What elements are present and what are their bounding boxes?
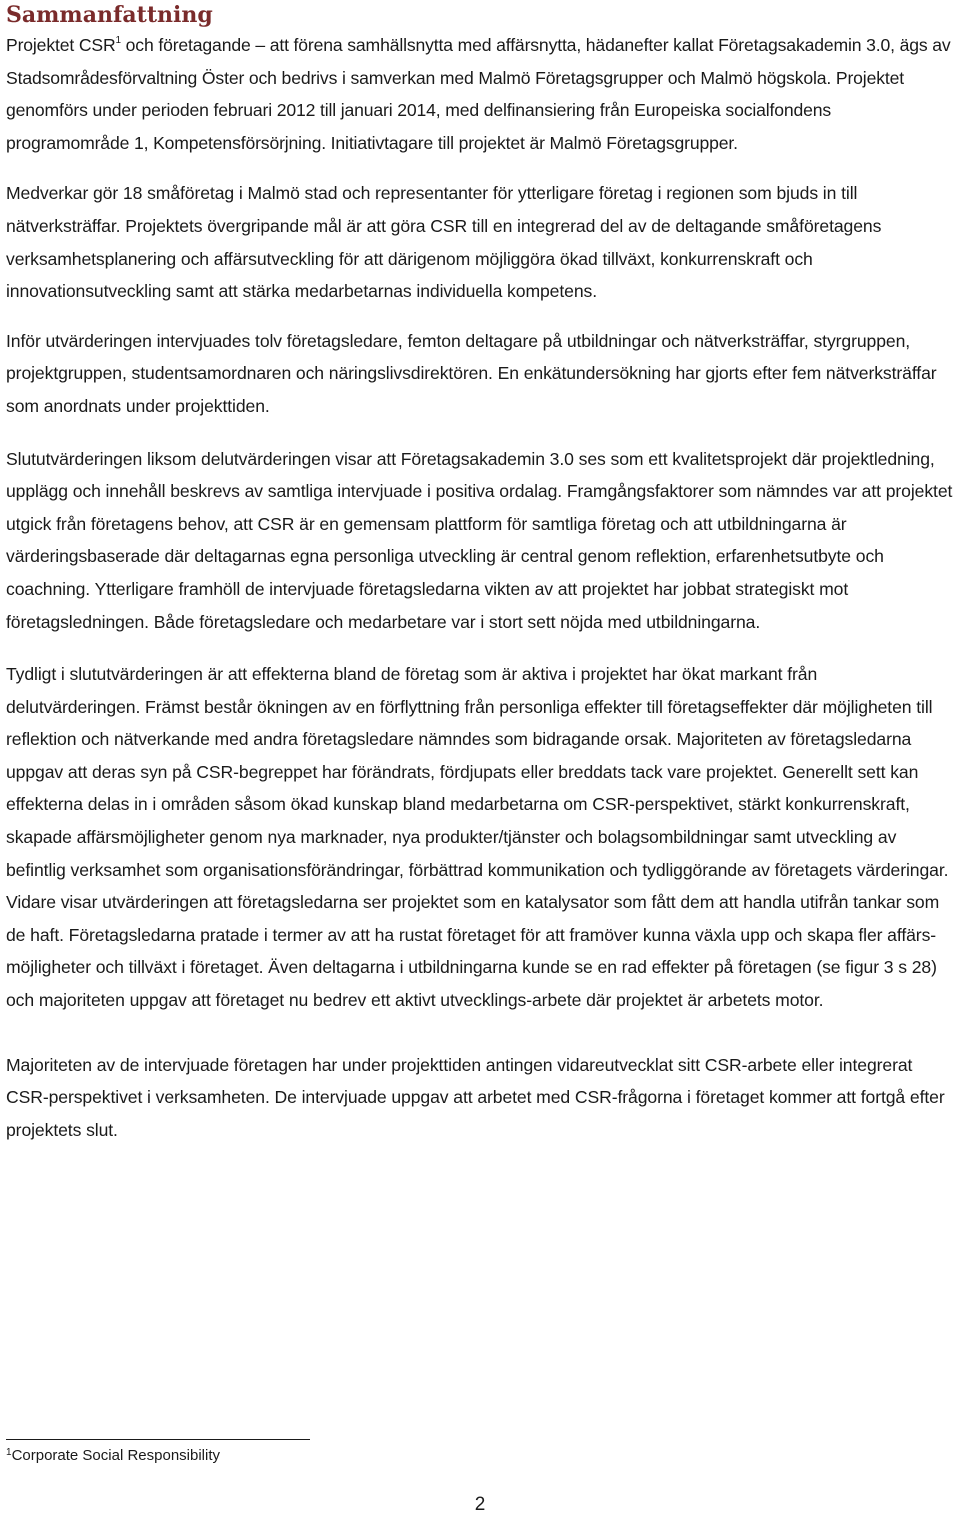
paragraph-evaluation: Slututvärderingen liksom delutvärderingen visar att Företagsakademin 3.0 ses som ett kvalitetsprojekt där projektledning, upplägg och innehåll beskrevs av samtliga intervjuade i positiva ordalag. Framgångsfaktorer som nämndes var att projektet utgick från företagens behov, att CSR är en gemensam plattform för samtliga företag och att utbildningarna är värderingsbaserade där deltagarnas egna personliga utveckling är central genom reflektion, erfarenhetsutbyte och coachning. Ytterligare framhöll de intervjuade företagsledarna vikten av att projektet har jobbat strategiskt mot företagsledningen. Både företagsledare och medarbetare var i stort sett nöjda med utbildningarna.: [6, 448, 953, 632]
footnote-reference: 1: [115, 35, 121, 46]
paragraph-conclusion: Majoriteten av de intervjuade företagen har under projekttiden antingen vidareutvecklat sitt CSR-arbete eller integrerat CSR-perspektivet i verksamheten. De intervjuade uppgav att arbetet med CSR-frågorna i företaget kommer att fortgå efter projektets slut.: [6, 1054, 945, 1140]
paragraph-method: Inför utvärderingen intervjuades tolv företagsledare, femton deltagare på utbildningar och nätverksträffar, styrgruppen, projektgruppen, studentsamordnaren och näringslivsdirektören. En enkätundersökning har gjorts efter fem nätverksträffar som anordnats under projekttiden.: [6, 330, 937, 416]
paragraph-intro-text-start: Projektet CSR: [6, 35, 116, 55]
footnote-marker: 1: [6, 1447, 12, 1458]
section-heading: Sammanfattning: [6, 2, 213, 28]
page-number: 2: [474, 1494, 486, 1515]
paragraph-participants: Medverkar gör 18 småföretag i Malmö stad och representanter för ytterligare företag i regionen som bjuds in till nätverksträffar. Projektets övergripande mål är att göra CSR till en integrerad del av de deltagande småföretagens verksamhetsplanering och affärsutveckling för att därigenom möjliggöra ökad tillväxt, konkurrenskraft och innovationsutveckling samt att stärka medarbetarnas individuella kompetens.: [6, 183, 882, 302]
footnote: [6, 1446, 220, 1466]
footnote-separator: [6, 1439, 310, 1440]
footnote-text: Corporate Social Responsibility: [11, 1447, 220, 1464]
paragraph-intro-text-rest: och företagande – att förena samhällsnytta med affärsnytta, hädanefter kallat Företagsakademin 3.0, ägs av Stadsområdesförvaltning Öster och bedrivs i samverkan med Malmö Företagsgrupper och Malmö högskola. Projektet genomförs under perioden februari 2012 till januari 2014, med delfinansiering från Europeiska socialfondens programområde 1, Kompetensförsörjning. Initiativtagare till projektet är Malmö Företagsgrupper.: [6, 35, 951, 153]
paragraph-intro: [6, 29, 956, 159]
document-page: [6, 0, 956, 1146]
paragraph-effects: Tydligt i slututvärderingen är att effekterna bland de företag som är aktiva i projektet har ökat markant från delutvärderingen. Främst består ökningen av en förflyttning från personliga effekter till företagseffekter där möjligheten till reflektion och nätverkande med andra företagsledare nämndes som bidragande orsak. Majoriteten av företagsledarna uppgav att deras syn på CSR-begreppet har förändrats, fördjupats eller breddats tack vare projektet. Generellt sett kan effekterna delas in i områden såsom ökad kunskap bland medarbetarna om CSR-perspektivet, stärkt konkurrenskraft, skapade affärsmöjligheter genom nya marknader, nya produkter/tjänster och bolagsombildningar samt utveckling av befintlig verksamhet som organisationsförändringar, förbättrad kommunikation och tydliggörande av företagets värderingar. Vidare visar utvärderingen att företagsledarna ser projektet som en katalysator som fått dem att handla utifrån tankar som de haft. Företagsledarna pratade i termer av att ha rustat företaget för att framöver kunna växla upp och skapa fler affärs-möjligheter och tillväxt i företaget. Även deltagarna i utbildningarna kunde se en rad effekter på företagen (se figur 3 s 28) och majoriteten uppgav att företaget nu bedrev ett aktivt utvecklings-arbete där projektet är arbetets motor.: [6, 664, 949, 1011]
